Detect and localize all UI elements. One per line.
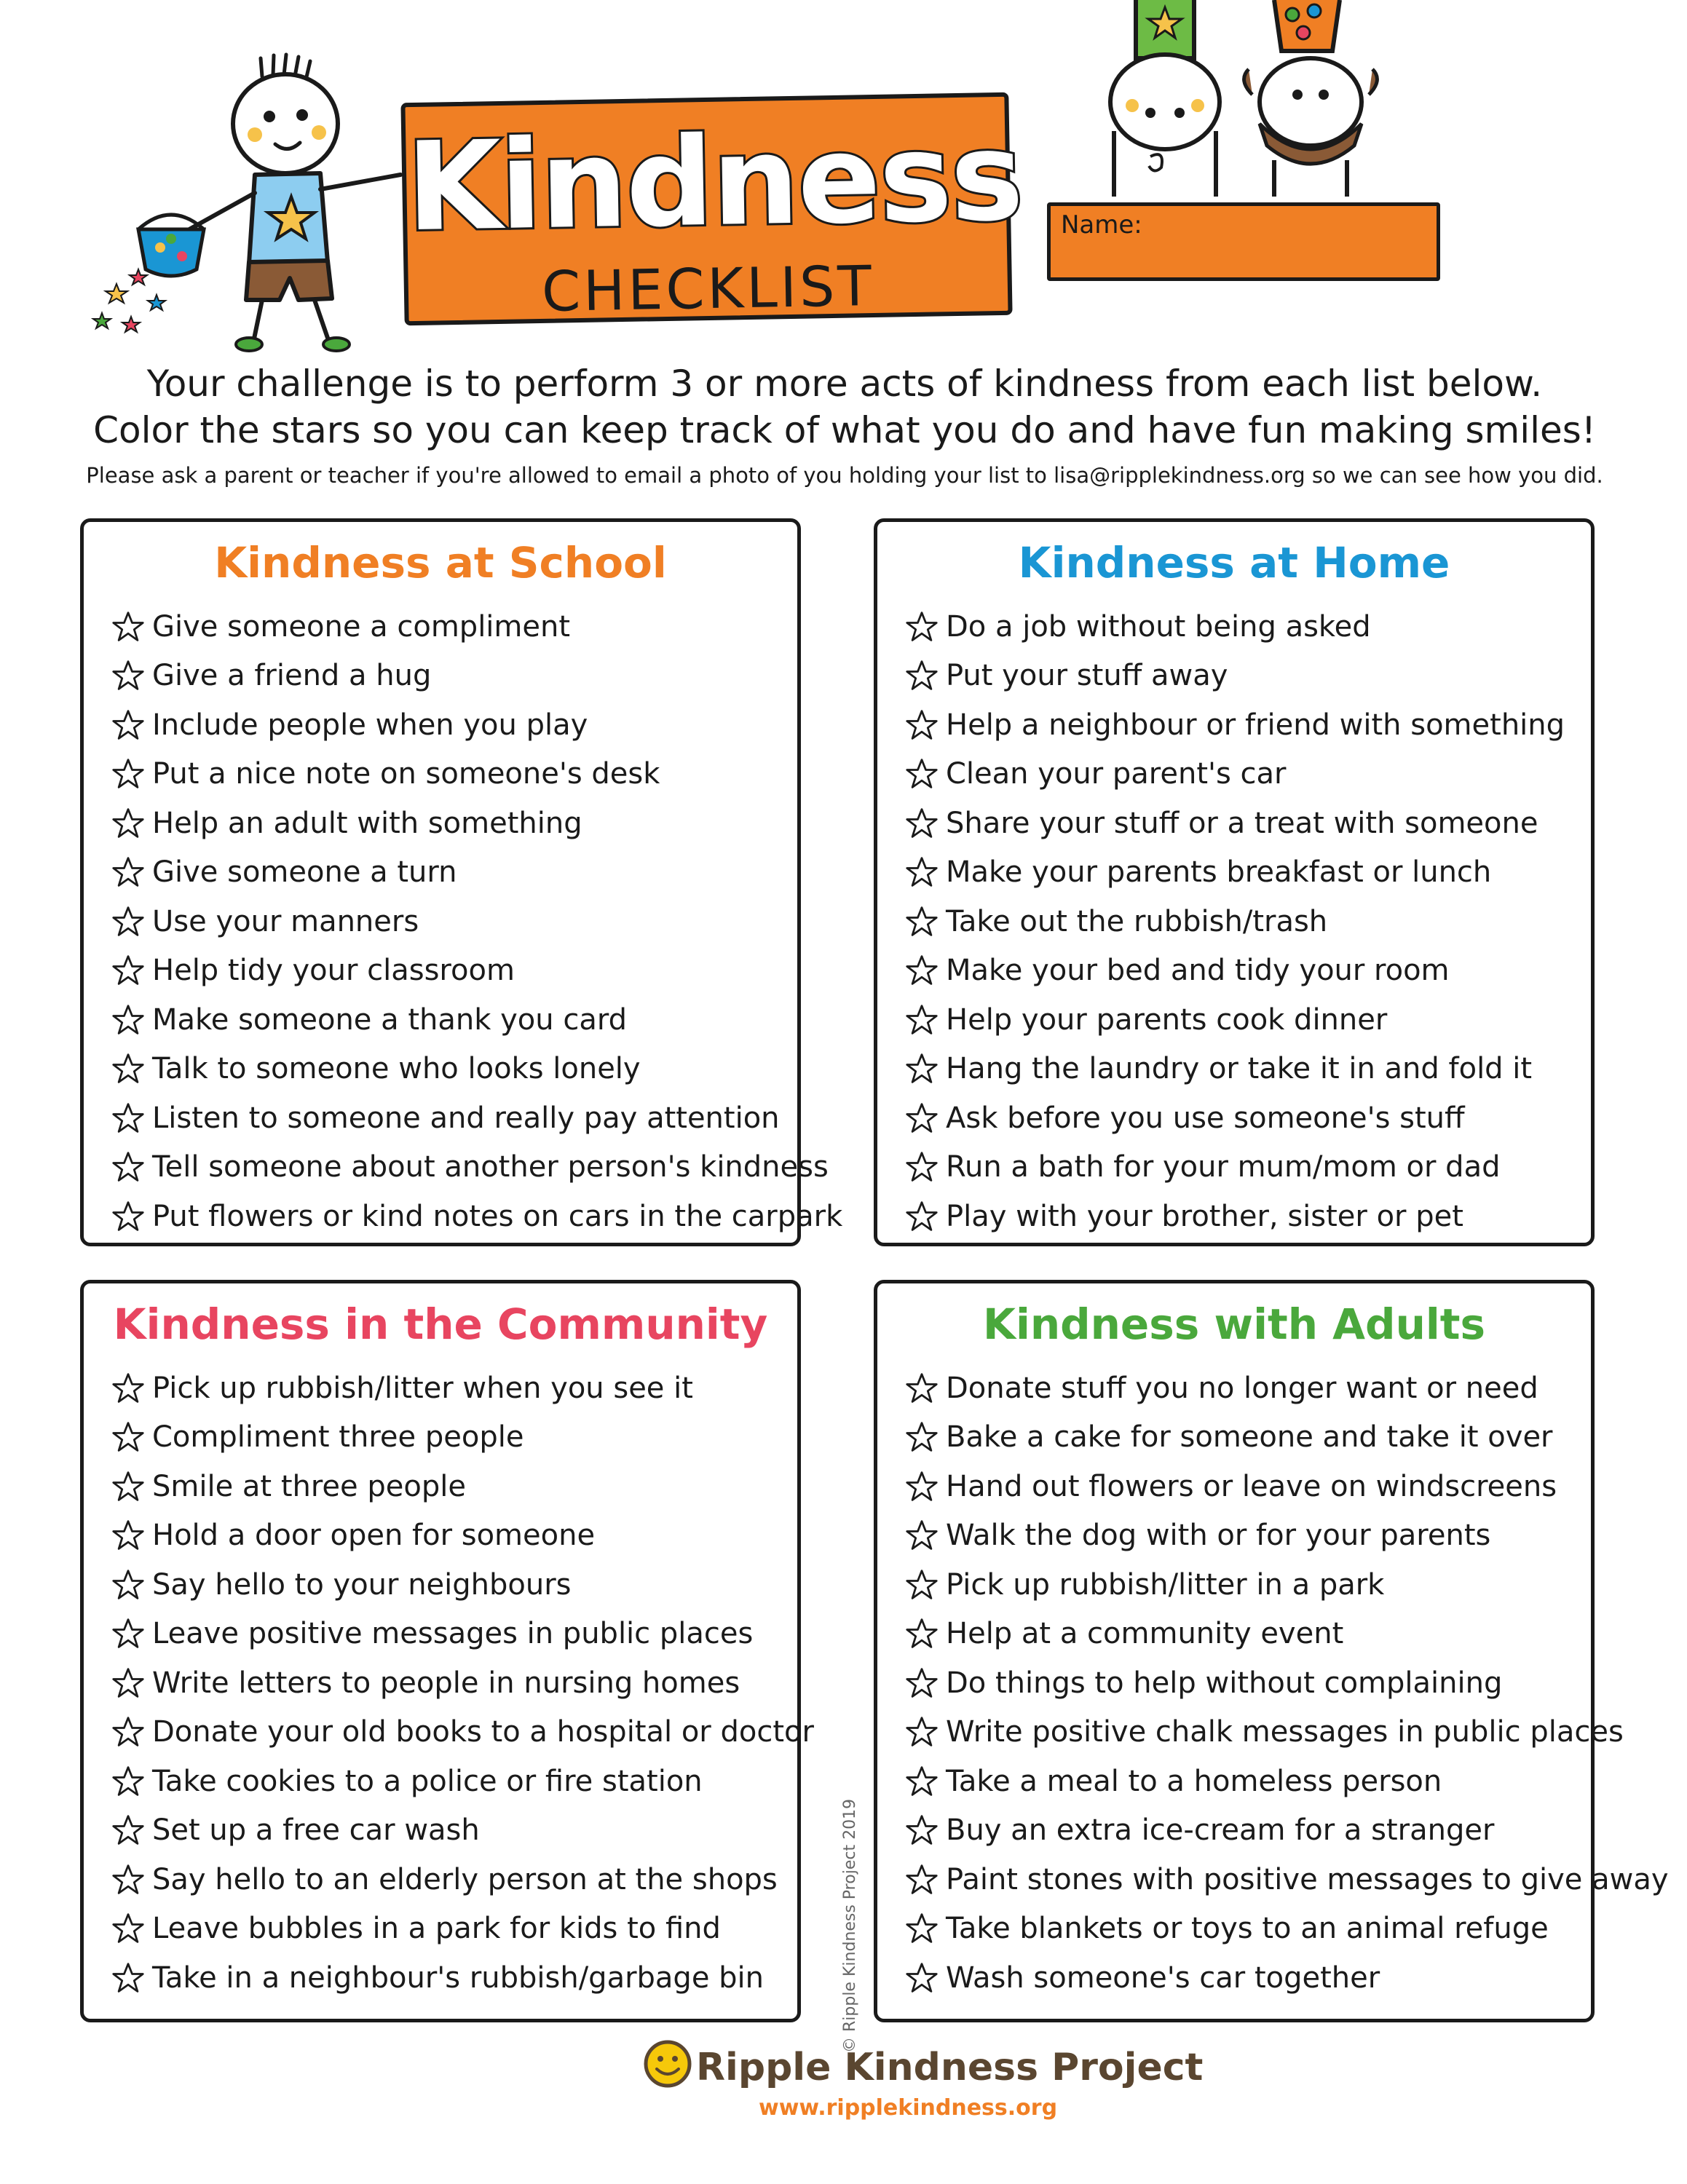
checklist-item[interactable] xyxy=(111,995,783,1045)
checklist-item[interactable] xyxy=(111,700,783,750)
star-checkbox-icon[interactable] xyxy=(905,954,939,987)
checklist-item[interactable] xyxy=(111,1462,783,1511)
checklist-item-label: Leave positive messages in public places xyxy=(152,1617,754,1651)
checklist-item-label: Paint stones with positive messages to give away xyxy=(946,1862,1669,1896)
checklist-item[interactable] xyxy=(111,652,783,701)
checklist-item[interactable] xyxy=(905,1904,1576,1954)
section-title: Kindness in the Community xyxy=(113,1299,768,1349)
checklist-item[interactable] xyxy=(905,1757,1576,1806)
star-checkbox-icon[interactable] xyxy=(111,1666,145,1700)
checklist-item-label: Share your stuff or a treat with someone xyxy=(946,806,1538,840)
star-checkbox-icon[interactable] xyxy=(111,1003,145,1037)
checklist-item[interactable] xyxy=(905,1560,1576,1610)
checklist-item[interactable] xyxy=(905,1045,1576,1094)
characters-illustration xyxy=(1085,0,1420,211)
star-checkbox-icon[interactable] xyxy=(111,905,145,938)
checklist-item-label: Tell someone about another person's kindness xyxy=(152,1150,829,1184)
checklist xyxy=(111,1364,814,2003)
star-checkbox-icon[interactable] xyxy=(905,1715,939,1749)
checklist-item[interactable] xyxy=(111,1511,783,1561)
star-checkbox-icon[interactable] xyxy=(905,659,939,692)
star-checkbox-icon[interactable] xyxy=(905,757,939,791)
checklist-item-label: Buy an extra ice-cream for a stranger xyxy=(946,1813,1495,1848)
title-banner xyxy=(400,92,1024,326)
star-checkbox-icon[interactable] xyxy=(111,1813,145,1847)
checklist-item-label: Take cookies to a police or fire station xyxy=(152,1764,703,1798)
star-checkbox-icon[interactable] xyxy=(111,1200,145,1233)
star-checkbox-icon[interactable] xyxy=(905,1150,939,1184)
page-subtitle: CHECKLIST xyxy=(541,253,875,324)
checklist-item-label: Say hello to your neighbours xyxy=(152,1567,572,1602)
checklist-item-label: Play with your brother, sister or pet xyxy=(946,1199,1463,1233)
checklist-item-label: Hold a door open for someone xyxy=(152,1519,596,1553)
footer-org-name: Ripple Kindness Project xyxy=(696,2046,1204,2089)
checklist xyxy=(905,1364,1669,2003)
checklist-item[interactable] xyxy=(111,1904,783,1954)
star-checkbox-icon[interactable] xyxy=(905,1003,939,1037)
checklist-item[interactable] xyxy=(111,1560,783,1610)
checklist-item[interactable] xyxy=(111,1658,783,1708)
section-adults xyxy=(874,1280,1669,2022)
checklist-item[interactable] xyxy=(111,1855,783,1904)
checklist-item-label: Give someone a turn xyxy=(152,855,457,890)
checklist-item-label: Put a nice note on someone's desk xyxy=(152,757,660,791)
star-checkbox-icon[interactable] xyxy=(905,1052,939,1085)
section-title: Kindness at School xyxy=(214,538,667,587)
star-checkbox-icon[interactable] xyxy=(905,1617,939,1650)
checklist-item[interactable] xyxy=(111,1192,843,1241)
checklist-item-label: Leave bubbles in a park for kids to find xyxy=(152,1912,721,1946)
star-checkbox-icon[interactable] xyxy=(111,1912,145,1945)
checklist-item[interactable] xyxy=(905,750,1576,799)
checklist-item[interactable] xyxy=(905,995,1576,1045)
checklist xyxy=(111,602,843,1241)
checklist-item[interactable] xyxy=(111,848,783,898)
star-checkbox-icon[interactable] xyxy=(905,1912,939,1945)
star-checkbox-icon[interactable] xyxy=(111,1961,145,1995)
checklist-item[interactable] xyxy=(111,1143,829,1192)
checklist-item-label: Ask before you use someone's stuff xyxy=(946,1101,1465,1135)
star-checkbox-icon[interactable] xyxy=(905,1420,939,1454)
checklist-item-label: Run a bath for your mum/mom or dad xyxy=(946,1150,1501,1184)
checklist-item-label: Help your parents cook dinner xyxy=(946,1002,1388,1037)
star-checkbox-icon[interactable] xyxy=(905,1101,939,1135)
star-checkbox-icon[interactable] xyxy=(111,1150,145,1184)
checklist-item-label: Pick up rubbish/litter when you see it xyxy=(152,1371,693,1405)
checklist-item-label: Take blankets or toys to an animal refuge xyxy=(946,1912,1549,1946)
page-title: Kindness xyxy=(405,105,1024,259)
checklist-item-label: Help at a community event xyxy=(946,1617,1344,1651)
checklist-item[interactable] xyxy=(111,946,783,996)
section-community xyxy=(80,1280,814,2022)
checklist-item-label: Take a meal to a homeless person xyxy=(946,1764,1442,1798)
star-checkbox-icon[interactable] xyxy=(111,708,145,742)
copyright-text: © Ripple Kindness Project 2019 xyxy=(841,1798,859,2053)
star-checkbox-icon[interactable] xyxy=(111,1617,145,1650)
checklist-item[interactable] xyxy=(905,1143,1576,1192)
section-title: Kindness with Adults xyxy=(983,1299,1485,1349)
checklist-item-label: Give someone a compliment xyxy=(152,609,571,644)
checklist-item-label: Hang the laundry or take it in and fold it xyxy=(946,1052,1533,1086)
star-checkbox-icon[interactable] xyxy=(111,1765,145,1798)
checklist-item[interactable] xyxy=(905,1855,1669,1904)
checklist-item-label: Take out the rubbish/trash xyxy=(946,904,1328,938)
star-checkbox-icon[interactable] xyxy=(905,905,939,938)
star-checkbox-icon[interactable] xyxy=(905,855,939,889)
checklist-item-label: Write letters to people in nursing homes xyxy=(152,1666,740,1700)
star-checkbox-icon[interactable] xyxy=(905,1666,939,1700)
checklist-item-label: Donate your old books to a hospital or doctor xyxy=(152,1715,814,1749)
checklist-item[interactable] xyxy=(905,897,1576,946)
checklist-item[interactable] xyxy=(905,652,1576,701)
checklist-item[interactable] xyxy=(111,1610,783,1659)
star-checkbox-icon[interactable] xyxy=(111,855,145,889)
star-checkbox-icon[interactable] xyxy=(905,708,939,742)
checklist-item-label: Make someone a thank you card xyxy=(152,1002,627,1037)
checklist-item-label: Take in a neighbour's rubbish/garbage bin xyxy=(152,1961,764,1995)
checklist-item[interactable] xyxy=(111,1093,783,1143)
checklist-item-label: Hand out flowers or leave on windscreens xyxy=(946,1469,1557,1503)
checklist-item-label: Pick up rubbish/litter in a park xyxy=(946,1567,1385,1602)
checklist-item[interactable] xyxy=(905,1462,1576,1511)
checklist-item[interactable] xyxy=(111,1045,783,1094)
checklist-item[interactable] xyxy=(905,1610,1576,1659)
star-checkbox-icon[interactable] xyxy=(111,1101,145,1135)
checklist-item-label: Say hello to an elderly person at the shops xyxy=(152,1862,778,1896)
checklist-item-label: Put flowers or kind notes on cars in the carpark xyxy=(152,1199,843,1233)
checklist-item[interactable] xyxy=(111,1953,783,2003)
checklist-item[interactable] xyxy=(905,1192,1576,1241)
checklist-item[interactable] xyxy=(905,848,1576,898)
checklist-item[interactable] xyxy=(905,1658,1576,1708)
checklist-item[interactable] xyxy=(905,1806,1576,1856)
checklist-item[interactable] xyxy=(905,1953,1576,2003)
checklist-item[interactable] xyxy=(905,602,1576,652)
star-checkbox-icon[interactable] xyxy=(905,1813,939,1847)
star-checkbox-icon[interactable] xyxy=(111,757,145,791)
checklist-item[interactable] xyxy=(905,1364,1576,1413)
checklist-item[interactable] xyxy=(905,799,1576,848)
checklist-item-label: Talk to someone who looks lonely xyxy=(152,1052,641,1086)
name-label: Name: xyxy=(1061,210,1142,240)
checklist-item[interactable] xyxy=(111,1413,783,1463)
checklist-item[interactable] xyxy=(905,700,1576,750)
checklist-item-label: Make your parents breakfast or lunch xyxy=(946,855,1492,890)
checklist-item[interactable] xyxy=(905,1413,1576,1463)
checklist-item-label: Use your manners xyxy=(152,904,419,938)
star-checkbox-icon[interactable] xyxy=(111,1420,145,1454)
checklist-item[interactable] xyxy=(111,1364,783,1413)
checklist-item-label: Walk the dog with or for your parents xyxy=(946,1519,1491,1553)
checklist-item-label: Set up a free car wash xyxy=(152,1813,480,1848)
checklist-item-label: Help an adult with something xyxy=(152,806,582,840)
star-checkbox-icon[interactable] xyxy=(111,1715,145,1749)
checklist-item-label: Give a friend a hug xyxy=(152,659,432,693)
star-checkbox-icon[interactable] xyxy=(111,954,145,987)
checklist-item-label: Write positive chalk messages in public places xyxy=(946,1715,1624,1749)
checklist-item-label: Bake a cake for someone and take it over xyxy=(946,1420,1553,1455)
checklist-item-label: Include people when you play xyxy=(152,708,588,742)
smiley-logo-icon xyxy=(642,2038,693,2089)
checklist-item-label: Help tidy your classroom xyxy=(152,954,515,988)
checklist-item[interactable] xyxy=(111,897,783,946)
checklist-item-label: Wash someone's car together xyxy=(946,1961,1380,1995)
checklist-item[interactable] xyxy=(905,946,1576,996)
star-checkbox-icon[interactable] xyxy=(111,807,145,840)
star-checkbox-icon[interactable] xyxy=(905,1200,939,1233)
star-checkbox-icon[interactable] xyxy=(111,1863,145,1896)
checklist-item-label: Compliment three people xyxy=(152,1420,524,1455)
checklist-item[interactable] xyxy=(111,750,783,799)
kid-with-basket-illustration xyxy=(87,51,422,357)
checklist-item-label: Donate stuff you no longer want or need xyxy=(946,1371,1538,1405)
checklist-item-label: Listen to someone and really pay attention xyxy=(152,1101,780,1135)
checklist xyxy=(905,602,1576,1241)
star-checkbox-icon[interactable] xyxy=(111,1470,145,1503)
star-checkbox-icon[interactable] xyxy=(111,1519,145,1552)
section-school xyxy=(80,518,843,1246)
star-checkbox-icon[interactable] xyxy=(905,1519,939,1552)
checklist-item[interactable] xyxy=(111,1708,814,1757)
checklist-item-label: Put your stuff away xyxy=(946,659,1228,693)
star-checkbox-icon[interactable] xyxy=(905,807,939,840)
checklist-item[interactable] xyxy=(111,1757,783,1806)
checklist-item[interactable] xyxy=(905,1708,1624,1757)
checklist-item[interactable] xyxy=(111,799,783,848)
star-checkbox-icon[interactable] xyxy=(111,1568,145,1602)
section-home xyxy=(874,518,1595,1246)
name-field[interactable] xyxy=(1047,202,1440,281)
checklist-item-label: Clean your parent's car xyxy=(946,757,1287,791)
checklist-item[interactable] xyxy=(111,602,783,652)
star-checkbox-icon[interactable] xyxy=(111,659,145,692)
star-checkbox-icon[interactable] xyxy=(905,1568,939,1602)
checklist-item-label: Do things to help without complaining xyxy=(946,1666,1503,1700)
star-checkbox-icon[interactable] xyxy=(111,610,145,644)
checklist-item[interactable] xyxy=(905,1511,1576,1561)
checklist-item-label: Make your bed and tidy your room xyxy=(946,954,1450,988)
checklist-item[interactable] xyxy=(905,1093,1576,1143)
star-checkbox-icon[interactable] xyxy=(111,1052,145,1085)
checklist-item[interactable] xyxy=(111,1806,783,1856)
star-checkbox-icon[interactable] xyxy=(905,610,939,644)
star-checkbox-icon[interactable] xyxy=(905,1372,939,1405)
star-checkbox-icon[interactable] xyxy=(905,1863,939,1896)
checklist-item-label: Do a job without being asked xyxy=(946,609,1371,644)
intro-line-1: Your challenge is to perform 3 or more acts of kindness from each list below. xyxy=(146,363,1543,405)
star-checkbox-icon[interactable] xyxy=(111,1372,145,1405)
star-checkbox-icon[interactable] xyxy=(905,1961,939,1995)
checklist-item-label: Smile at three people xyxy=(152,1469,466,1503)
checklist-item-label: Help a neighbour or friend with something xyxy=(946,708,1565,742)
intro-line-3: Please ask a parent or teacher if you're allowed to email a photo of you holding your list to lisa@ripplekindness.org so we can see how you did. xyxy=(86,463,1603,488)
footer-url[interactable]: www.ripplekindness.org xyxy=(759,2095,1058,2121)
section-title: Kindness at Home xyxy=(1018,538,1450,587)
intro-line-2: Color the stars so you can keep track of what you do and have fun making smiles! xyxy=(93,409,1596,451)
star-checkbox-icon[interactable] xyxy=(905,1470,939,1503)
star-checkbox-icon[interactable] xyxy=(905,1765,939,1798)
